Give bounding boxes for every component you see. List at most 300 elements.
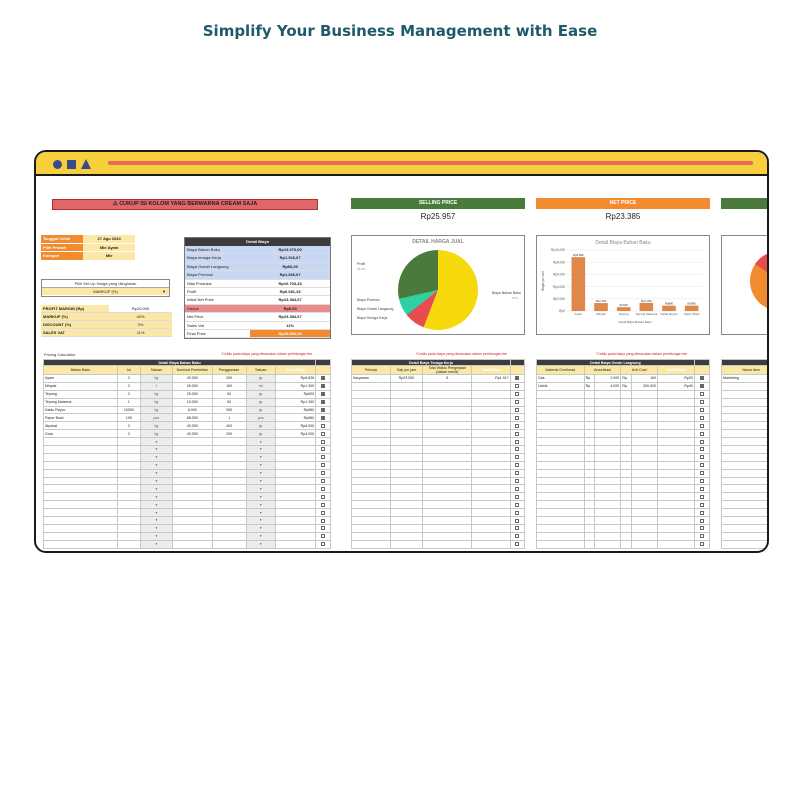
info-value[interactable]: Mie <box>83 252 135 260</box>
checkbox-cell[interactable] <box>316 477 331 485</box>
cell-empty[interactable] <box>537 453 585 461</box>
include-checkbox[interactable] <box>321 392 325 396</box>
include-checkbox[interactable] <box>700 424 704 428</box>
include-checkbox[interactable] <box>515 447 519 451</box>
cell-gaji[interactable]: Rp23.000 <box>390 375 423 383</box>
chevron-down-icon[interactable]: ▾ <box>246 509 276 517</box>
include-checkbox[interactable] <box>515 440 519 444</box>
cell-empty[interactable] <box>423 390 472 398</box>
checkbox-cell[interactable] <box>316 453 331 461</box>
cell-waktu[interactable]: 5 <box>423 375 472 383</box>
include-checkbox[interactable] <box>700 542 704 546</box>
cell-empty[interactable] <box>584 493 595 501</box>
chevron-down-icon[interactable]: ▾ <box>246 485 276 493</box>
checkbox-cell[interactable] <box>510 438 524 446</box>
cell-empty[interactable] <box>352 532 391 540</box>
cell-empty[interactable] <box>117 438 140 446</box>
cell-empty[interactable] <box>117 446 140 454</box>
cell-empty[interactable] <box>621 398 632 406</box>
info-value[interactable]: 27 Agu 2024 <box>83 235 135 243</box>
include-checkbox[interactable] <box>321 376 325 380</box>
cell-empty[interactable] <box>423 430 472 438</box>
checkbox-cell[interactable] <box>510 540 524 548</box>
checkbox-cell[interactable] <box>694 414 709 422</box>
checkbox-cell[interactable] <box>316 517 331 525</box>
cell-empty[interactable] <box>390 430 423 438</box>
include-checkbox[interactable] <box>321 432 325 436</box>
cell-empty[interactable] <box>423 493 472 501</box>
cell-empty[interactable] <box>595 477 621 485</box>
chevron-down-icon[interactable]: ▾ <box>141 509 173 517</box>
cell-empty[interactable] <box>722 430 768 438</box>
cell-bahan[interactable]: Paper Bowl <box>44 414 118 422</box>
cell-empty[interactable] <box>423 501 472 509</box>
cell-empty[interactable] <box>621 414 632 422</box>
checkbox-cell[interactable] <box>510 446 524 454</box>
chevron-down-icon[interactable]: ▾ <box>246 532 276 540</box>
cell-empty[interactable] <box>537 532 585 540</box>
cell-empty[interactable] <box>621 485 632 493</box>
checkbox-cell[interactable] <box>316 501 331 509</box>
chevron-down-icon[interactable]: ▾ <box>141 485 173 493</box>
chevron-down-icon[interactable]: ▾ <box>246 461 276 469</box>
cell-empty[interactable] <box>44 461 118 469</box>
include-checkbox[interactable] <box>321 408 325 412</box>
checkbox-cell[interactable] <box>510 485 524 493</box>
cell-empty[interactable] <box>621 406 632 414</box>
cell-empty[interactable] <box>584 414 595 422</box>
margin-value[interactable]: 11% <box>109 329 172 336</box>
checkbox-cell[interactable] <box>694 532 709 540</box>
chevron-down-icon[interactable]: ▾ <box>141 501 173 509</box>
include-checkbox[interactable] <box>321 447 325 451</box>
cell-empty[interactable] <box>722 422 768 430</box>
cell-empty[interactable] <box>621 517 632 525</box>
cell-empty[interactable] <box>584 524 595 532</box>
cell-empty[interactable] <box>722 501 768 509</box>
cell-empty[interactable] <box>44 477 118 485</box>
include-checkbox[interactable] <box>321 455 325 459</box>
cell-empty[interactable] <box>390 509 423 517</box>
cell-material[interactable]: Listrik <box>537 382 585 390</box>
cell-empty[interactable] <box>423 540 472 548</box>
cell-satuan-dropdown[interactable]: l <box>141 382 173 390</box>
cell-empty[interactable] <box>595 414 621 422</box>
checkbox-cell[interactable] <box>510 453 524 461</box>
cell-empty[interactable] <box>172 509 212 517</box>
chevron-down-icon[interactable]: ▾ <box>141 461 173 469</box>
checkbox-cell[interactable] <box>694 461 709 469</box>
cell-empty[interactable] <box>117 485 140 493</box>
cell-empty[interactable] <box>584 398 595 406</box>
cell-empty[interactable] <box>595 406 621 414</box>
include-checkbox[interactable] <box>700 463 704 467</box>
cell-empty[interactable] <box>537 540 585 548</box>
cell-empty[interactable] <box>621 501 632 509</box>
cell-isi[interactable]: 10000 <box>117 406 140 414</box>
chevron-down-icon[interactable]: ▾ <box>141 477 173 485</box>
chevron-down-icon[interactable]: ▾ <box>141 453 173 461</box>
cell-empty[interactable] <box>722 453 768 461</box>
cell-satuan-dropdown[interactable]: kg <box>141 375 173 383</box>
include-checkbox[interactable] <box>700 416 704 420</box>
cell-empty[interactable] <box>621 422 632 430</box>
cell-empty[interactable] <box>621 390 632 398</box>
cell-empty[interactable] <box>212 509 246 517</box>
cell-nominal[interactable]: 26.000 <box>172 382 212 390</box>
checkbox-cell[interactable] <box>694 477 709 485</box>
cell-empty[interactable] <box>621 540 632 548</box>
cell-empty[interactable] <box>584 540 595 548</box>
chevron-down-icon[interactable]: ▾ <box>246 493 276 501</box>
chevron-down-icon[interactable]: ▾ <box>246 446 276 454</box>
cell-empty[interactable] <box>423 414 472 422</box>
cell-empty[interactable] <box>722 524 768 532</box>
checkbox-cell[interactable] <box>510 469 524 477</box>
cell-empty[interactable] <box>537 398 585 406</box>
cell-satuan-dropdown[interactable]: kg <box>141 430 173 438</box>
checkbox-cell[interactable] <box>316 509 331 517</box>
include-checkbox[interactable] <box>700 455 704 459</box>
cell-empty[interactable] <box>352 485 391 493</box>
checkbox-cell[interactable] <box>316 430 331 438</box>
cell-empty[interactable] <box>632 398 658 406</box>
cell-satuan-dropdown[interactable]: gr <box>246 375 276 383</box>
cell-empty[interactable] <box>722 532 768 540</box>
cell-empty[interactable] <box>352 493 391 501</box>
checkbox-cell[interactable] <box>694 509 709 517</box>
checkbox-cell[interactable] <box>694 540 709 548</box>
checkbox-cell[interactable] <box>694 446 709 454</box>
checkbox-cell[interactable] <box>510 501 524 509</box>
cell-unit-cost[interactable]: 200.000 <box>632 382 658 390</box>
include-checkbox[interactable] <box>700 471 704 475</box>
cell-nominal[interactable]: 40.000 <box>172 422 212 430</box>
cell-empty[interactable] <box>212 517 246 525</box>
cell-empty[interactable] <box>632 493 658 501</box>
cell-empty[interactable] <box>172 461 212 469</box>
cell-empty[interactable] <box>117 493 140 501</box>
include-checkbox[interactable] <box>515 519 519 523</box>
cell-empty[interactable] <box>172 453 212 461</box>
include-checkbox[interactable] <box>515 542 519 546</box>
chevron-down-icon[interactable]: ▾ <box>141 438 173 446</box>
include-checkbox[interactable] <box>321 400 325 404</box>
cell-empty[interactable] <box>632 414 658 422</box>
checkbox-cell[interactable] <box>510 509 524 517</box>
cell-empty[interactable] <box>595 532 621 540</box>
cell-empty[interactable] <box>44 524 118 532</box>
include-checkbox[interactable] <box>700 503 704 507</box>
cell-bahan[interactable]: Minyak <box>44 382 118 390</box>
cell-empty[interactable] <box>423 532 472 540</box>
cell-empty[interactable] <box>584 469 595 477</box>
cell-penggunaan[interactable]: 50 <box>212 390 246 398</box>
cell-empty[interactable] <box>595 461 621 469</box>
cell-empty[interactable] <box>632 390 658 398</box>
cell-bahan[interactable]: Ayam <box>44 375 118 383</box>
include-checkbox[interactable] <box>321 495 325 499</box>
checkbox-cell[interactable] <box>316 390 331 398</box>
cell-empty[interactable] <box>595 485 621 493</box>
cell-empty[interactable] <box>632 446 658 454</box>
include-checkbox[interactable] <box>515 526 519 530</box>
cell-isi[interactable]: 2 <box>117 375 140 383</box>
margin-value[interactable]: 0% <box>109 321 172 328</box>
cell-empty[interactable] <box>172 517 212 525</box>
chevron-down-icon[interactable]: ▾ <box>246 469 276 477</box>
cell-empty[interactable] <box>632 524 658 532</box>
cell-empty[interactable] <box>352 501 391 509</box>
include-checkbox[interactable] <box>515 495 519 499</box>
include-checkbox[interactable] <box>700 392 704 396</box>
cell-empty[interactable] <box>390 517 423 525</box>
cell-empty[interactable] <box>172 493 212 501</box>
cell-empty[interactable] <box>423 438 472 446</box>
cell-penggunaan[interactable]: 200 <box>212 430 246 438</box>
cell-empty[interactable] <box>390 493 423 501</box>
cell-empty[interactable] <box>352 382 391 390</box>
cell-empty[interactable] <box>621 493 632 501</box>
cell-bahan[interactable]: Alpukat <box>44 422 118 430</box>
cell-pekerja[interactable]: Karyawan <box>352 375 391 383</box>
cell-empty[interactable] <box>632 501 658 509</box>
cell-empty[interactable] <box>537 438 585 446</box>
cell-empty[interactable] <box>390 406 423 414</box>
cell-empty[interactable] <box>537 422 585 430</box>
chevron-down-icon[interactable]: ▾ <box>141 493 173 501</box>
cell-empty[interactable] <box>44 438 118 446</box>
cell-empty[interactable] <box>632 406 658 414</box>
include-checkbox[interactable] <box>700 400 704 404</box>
include-checkbox[interactable] <box>321 440 325 444</box>
cell-empty[interactable] <box>44 485 118 493</box>
cell-empty[interactable] <box>44 493 118 501</box>
checkbox-cell[interactable] <box>316 493 331 501</box>
cell-empty[interactable] <box>621 532 632 540</box>
cell-empty[interactable] <box>423 469 472 477</box>
cell-empty[interactable] <box>172 485 212 493</box>
cell-empty[interactable] <box>595 390 621 398</box>
cell-satuan-dropdown[interactable]: gr <box>246 406 276 414</box>
cell-empty[interactable] <box>595 469 621 477</box>
cell-empty[interactable] <box>584 430 595 438</box>
cell-empty[interactable] <box>632 422 658 430</box>
cell-empty[interactable] <box>584 485 595 493</box>
checkbox-cell[interactable] <box>510 422 524 430</box>
cell-nominal[interactable]: 25.000 <box>172 390 212 398</box>
chevron-down-icon[interactable]: ▾ <box>246 517 276 525</box>
cell-satuan-dropdown[interactable]: kg <box>141 390 173 398</box>
checkbox-cell[interactable] <box>510 532 524 540</box>
checkbox-cell[interactable] <box>510 375 524 383</box>
cell-empty[interactable] <box>352 461 391 469</box>
checkbox-cell[interactable] <box>694 398 709 406</box>
cell-empty[interactable] <box>352 540 391 548</box>
cell-empty[interactable] <box>722 517 768 525</box>
checkbox-cell[interactable] <box>694 406 709 414</box>
chevron-down-icon[interactable]: ▾ <box>141 524 173 532</box>
include-checkbox[interactable] <box>515 503 519 507</box>
cell-empty[interactable] <box>595 430 621 438</box>
cell-empty[interactable] <box>537 501 585 509</box>
include-checkbox[interactable] <box>700 440 704 444</box>
cell-empty[interactable] <box>621 469 632 477</box>
include-checkbox[interactable] <box>321 526 325 530</box>
include-checkbox[interactable] <box>700 534 704 538</box>
cell-empty[interactable] <box>390 446 423 454</box>
cell-empty[interactable] <box>423 485 472 493</box>
cell-empty[interactable] <box>390 422 423 430</box>
include-checkbox[interactable] <box>515 471 519 475</box>
include-checkbox[interactable] <box>700 384 704 388</box>
include-checkbox[interactable] <box>515 376 519 380</box>
cell-empty[interactable] <box>352 406 391 414</box>
cell-empty[interactable] <box>537 461 585 469</box>
info-row[interactable] <box>41 244 135 253</box>
include-checkbox[interactable] <box>700 519 704 523</box>
cell-penggunaan[interactable]: 100 <box>212 382 246 390</box>
cell-unit-cost[interactable]: 100 <box>632 375 658 383</box>
include-checkbox[interactable] <box>515 511 519 515</box>
include-checkbox[interactable] <box>321 416 325 420</box>
cell-empty[interactable] <box>352 430 391 438</box>
cell-empty[interactable] <box>722 382 768 390</box>
cell-satuan-dropdown[interactable]: gr <box>246 430 276 438</box>
chevron-down-icon[interactable]: ▾ <box>246 438 276 446</box>
cell-empty[interactable] <box>352 509 391 517</box>
cell-empty[interactable] <box>390 501 423 509</box>
cell-empty[interactable] <box>584 422 595 430</box>
info-value[interactable]: Mie Ayam <box>83 244 135 252</box>
checkbox-cell[interactable] <box>510 398 524 406</box>
cell-empty[interactable] <box>44 446 118 454</box>
cell-empty[interactable] <box>390 453 423 461</box>
cell-empty[interactable] <box>117 524 140 532</box>
cell-empty[interactable] <box>584 438 595 446</box>
cell-empty[interactable] <box>722 477 768 485</box>
cell-satuan-dropdown[interactable]: pcs <box>246 414 276 422</box>
include-checkbox[interactable] <box>700 495 704 499</box>
cell-empty[interactable] <box>212 453 246 461</box>
cell-empty[interactable] <box>44 501 118 509</box>
include-checkbox[interactable] <box>515 479 519 483</box>
cell-penggunaan[interactable]: 200 <box>212 375 246 383</box>
include-checkbox[interactable] <box>515 463 519 467</box>
include-checkbox[interactable] <box>700 376 704 380</box>
cell-empty[interactable] <box>722 438 768 446</box>
cell-empty[interactable] <box>390 532 423 540</box>
include-checkbox[interactable] <box>321 424 325 428</box>
cell-empty[interactable] <box>537 430 585 438</box>
cell-empty[interactable] <box>632 438 658 446</box>
cell-empty[interactable] <box>44 509 118 517</box>
include-checkbox[interactable] <box>321 519 325 523</box>
cell-empty[interactable] <box>423 453 472 461</box>
cell-empty[interactable] <box>423 461 472 469</box>
cell-empty[interactable] <box>390 414 423 422</box>
cell-empty[interactable] <box>117 540 140 548</box>
checkbox-cell[interactable] <box>316 446 331 454</box>
cell-empty[interactable] <box>172 532 212 540</box>
include-checkbox[interactable] <box>321 471 325 475</box>
checkbox-cell[interactable] <box>510 524 524 532</box>
cell-empty[interactable] <box>595 453 621 461</box>
checkbox-cell[interactable] <box>316 540 331 548</box>
cell-empty[interactable] <box>44 540 118 548</box>
include-checkbox[interactable] <box>515 400 519 404</box>
cell-empty[interactable] <box>722 493 768 501</box>
include-checkbox[interactable] <box>515 416 519 420</box>
cell-empty[interactable] <box>423 406 472 414</box>
checkbox-cell[interactable] <box>694 382 709 390</box>
cell-empty[interactable] <box>117 509 140 517</box>
cell-empty[interactable] <box>584 509 595 517</box>
cell-empty[interactable] <box>584 477 595 485</box>
cell-nominal[interactable]: 40.000 <box>172 430 212 438</box>
cell-empty[interactable] <box>423 524 472 532</box>
chevron-down-icon[interactable]: ▾ <box>246 453 276 461</box>
cell-empty[interactable] <box>352 390 391 398</box>
checkbox-cell[interactable] <box>316 438 331 446</box>
markup-dropdown[interactable] <box>42 287 169 295</box>
cell-empty[interactable] <box>117 532 140 540</box>
cell-empty[interactable] <box>212 461 246 469</box>
cell-empty[interactable] <box>722 446 768 454</box>
chevron-down-icon[interactable]: ▾ <box>141 540 173 548</box>
info-row[interactable] <box>41 235 135 244</box>
cell-bahan[interactable]: Tepung <box>44 390 118 398</box>
include-checkbox[interactable] <box>515 534 519 538</box>
cell-empty[interactable] <box>423 398 472 406</box>
cell-empty[interactable] <box>621 477 632 485</box>
cell-empty[interactable] <box>212 532 246 540</box>
cell-isi[interactable]: 100 <box>117 414 140 422</box>
cell-empty[interactable] <box>621 509 632 517</box>
include-checkbox[interactable] <box>321 542 325 546</box>
cell-satuan-dropdown[interactable]: kg <box>141 406 173 414</box>
cell-empty[interactable] <box>352 524 391 532</box>
cell-empty[interactable] <box>390 461 423 469</box>
cell-satuan-dropdown[interactable]: gr <box>246 422 276 430</box>
cell-satuan-dropdown[interactable]: pcs <box>141 414 173 422</box>
cell-nominal[interactable]: 88.000 <box>172 414 212 422</box>
cell-empty[interactable] <box>632 509 658 517</box>
checkbox-cell[interactable] <box>316 461 331 469</box>
cell-empty[interactable] <box>632 469 658 477</box>
include-checkbox[interactable] <box>515 384 519 388</box>
checkbox-cell[interactable] <box>510 414 524 422</box>
cell-empty[interactable] <box>390 485 423 493</box>
cell-empty[interactable] <box>352 422 391 430</box>
cell-empty[interactable] <box>632 461 658 469</box>
cell-empty[interactable] <box>722 509 768 517</box>
checkbox-cell[interactable] <box>694 390 709 398</box>
cell-amortisasi[interactable]: 4.000 <box>595 382 621 390</box>
cell-empty[interactable] <box>584 461 595 469</box>
checkbox-cell[interactable] <box>316 422 331 430</box>
chevron-down-icon[interactable]: ▾ <box>141 469 173 477</box>
chevron-down-icon[interactable]: ▾ <box>141 532 173 540</box>
cell-satuan-dropdown[interactable]: kg <box>141 422 173 430</box>
cell-empty[interactable] <box>584 390 595 398</box>
include-checkbox[interactable] <box>321 503 325 507</box>
include-checkbox[interactable] <box>321 463 325 467</box>
cell-empty[interactable] <box>352 453 391 461</box>
cell-nominal[interactable]: 8.000 <box>172 406 212 414</box>
cell-empty[interactable] <box>584 532 595 540</box>
cell-empty[interactable] <box>621 438 632 446</box>
